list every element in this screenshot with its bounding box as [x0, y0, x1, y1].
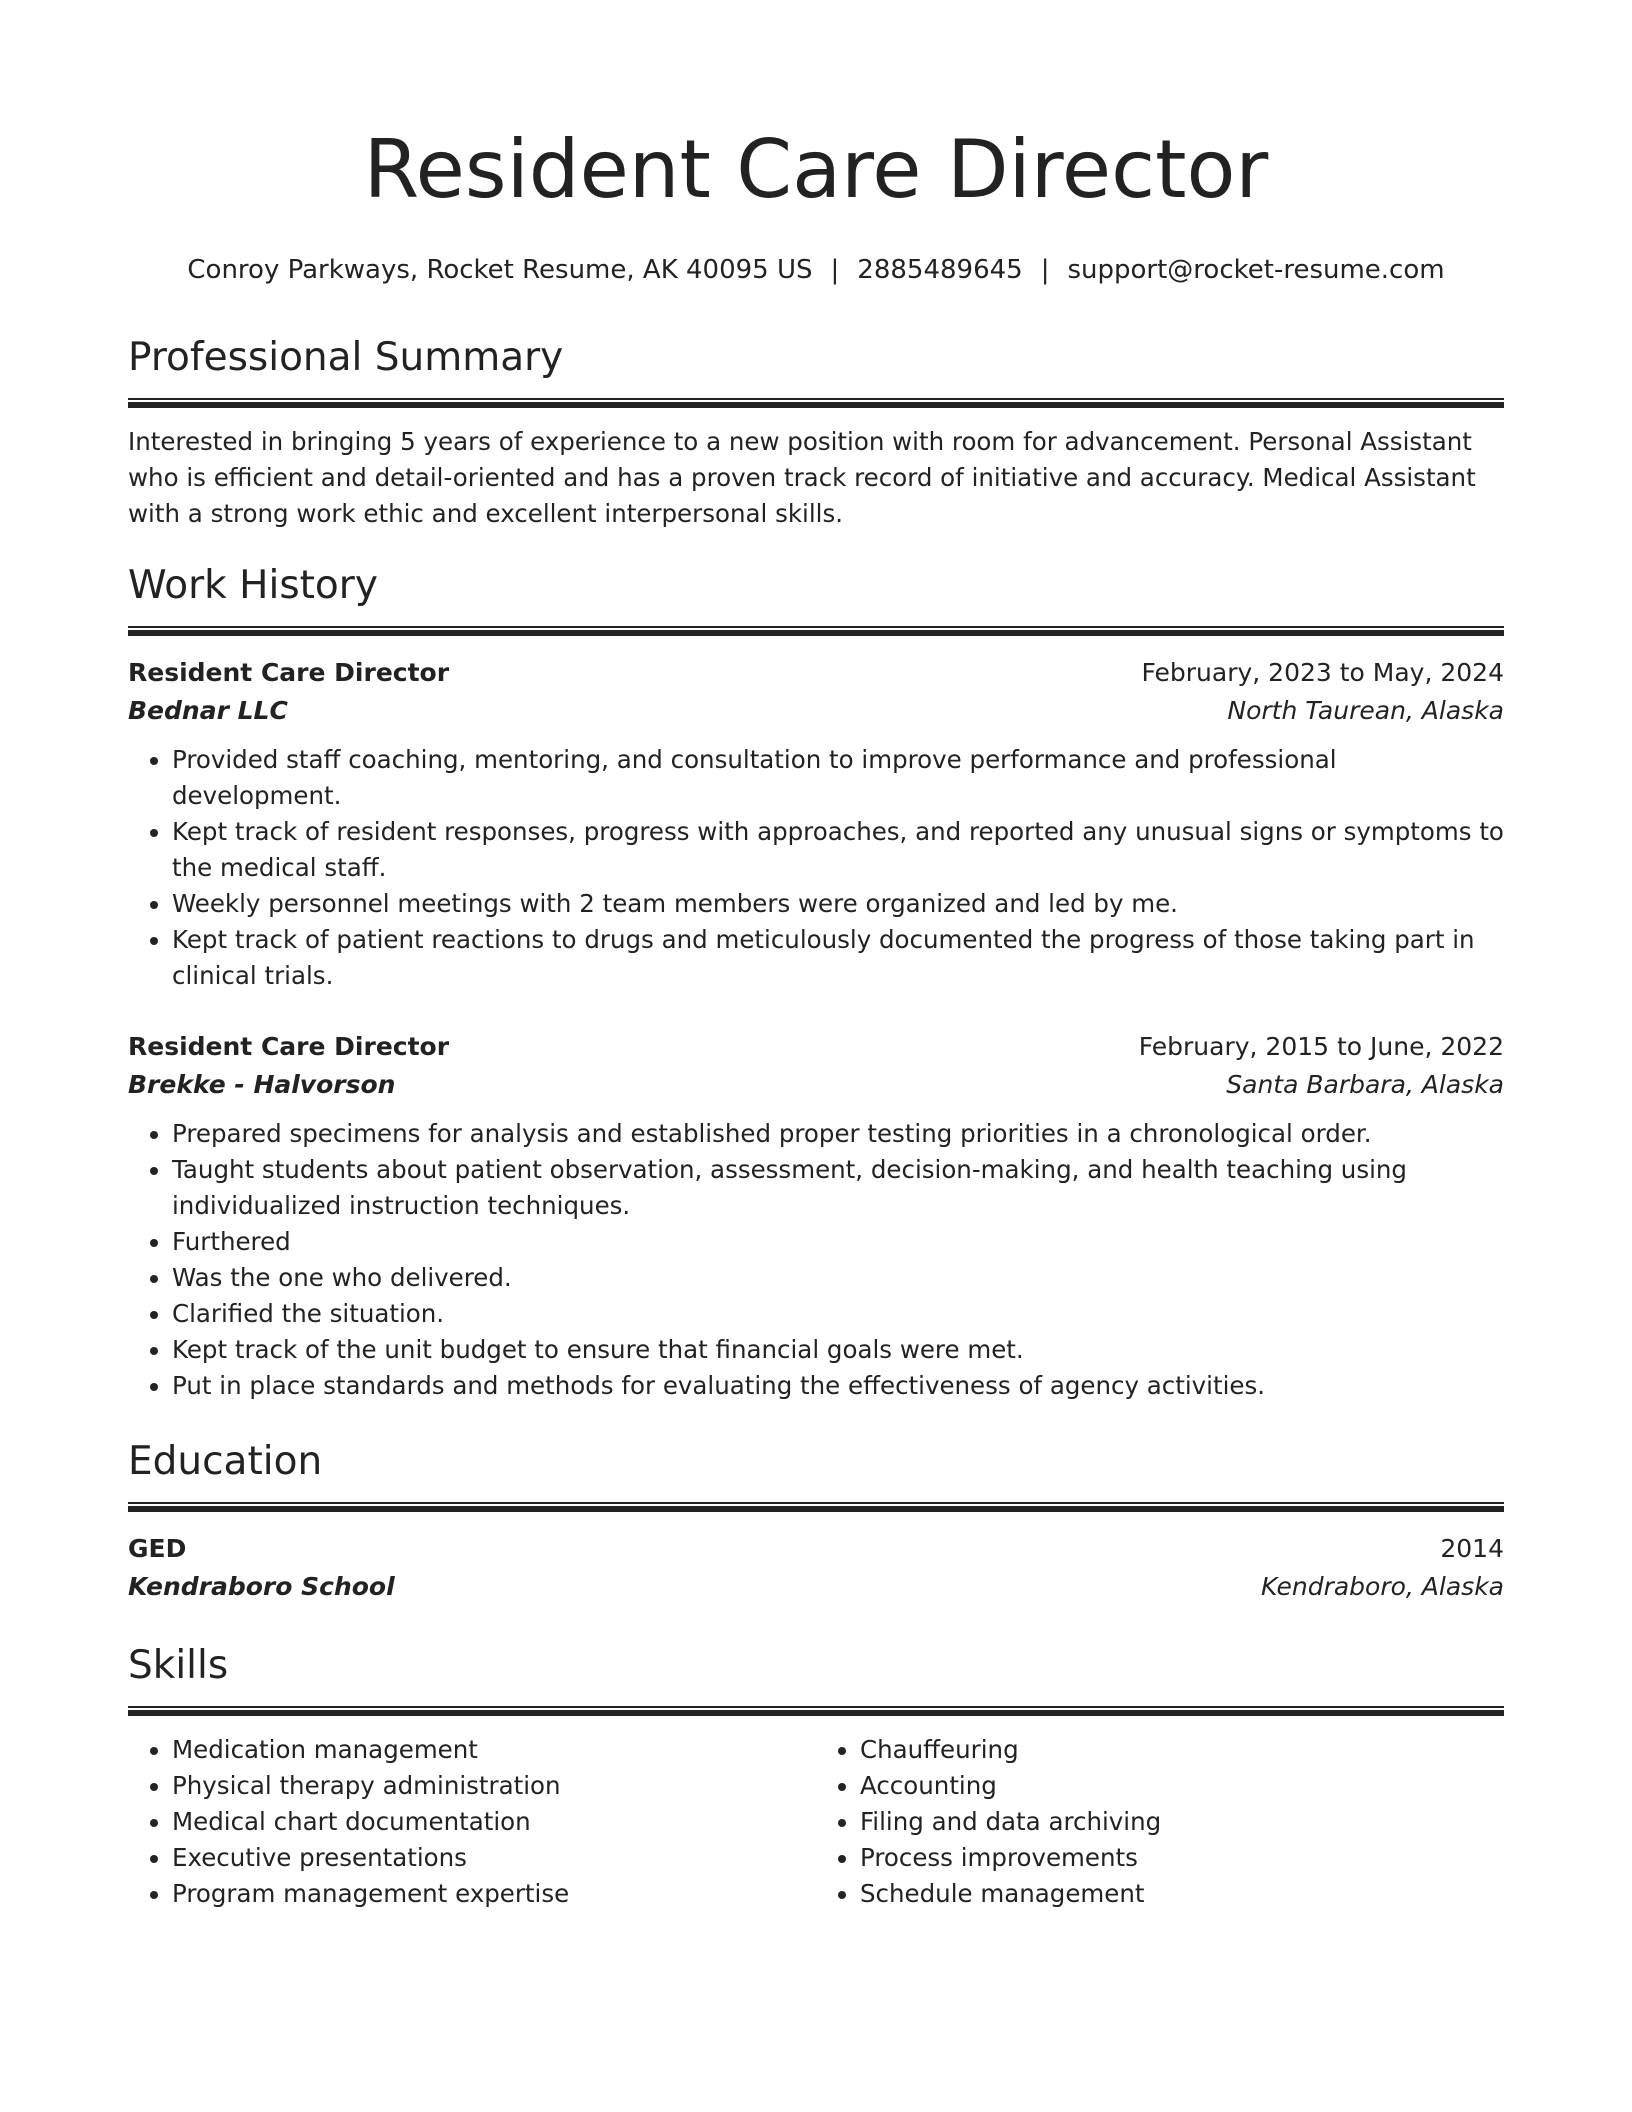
list-item: • Prepared specimens for analysis and established proper testing priorities in a chronological order. [172, 1116, 1504, 1152]
skills-grid [128, 1732, 1504, 1912]
skill-item: • Medical chart documentation [172, 1804, 816, 1840]
professional-summary-section [128, 332, 1504, 532]
job-dates: February, 2023 to May, 2024 [1141, 658, 1504, 687]
list-item: • Weekly personnel meetings with 2 team members were organized and led by me. [172, 886, 1504, 922]
list-item: • Kept track of the unit budget to ensure that financial goals were met. [172, 1332, 1504, 1368]
skill-item: • Filing and data archiving [860, 1804, 1504, 1840]
job-employer: Bednar LLC [128, 696, 288, 725]
section-divider [128, 398, 1504, 408]
resume-name: Resident Care Director [363, 123, 1269, 216]
section-title-skills: Skills [128, 1643, 229, 1688]
section-title-summary: Professional Summary [128, 335, 564, 380]
contact-email: support@rocket-resume.com [1067, 255, 1445, 285]
list-item: • Furthered [172, 1224, 1504, 1260]
skill-item: • Process improvements [860, 1840, 1504, 1876]
skill-item: • Program management expertise [172, 1876, 816, 1912]
skills-column-right [816, 1732, 1504, 1912]
list-item: • Was the one who delivered. [172, 1260, 1504, 1296]
contact-separator: | [1040, 255, 1050, 285]
job-title: Resident Care Director [128, 658, 450, 687]
contact-separator: | [830, 255, 840, 285]
list-item: • Kept track of patient reactions to drugs and meticulously documented the progress of those taking part in clinical trials. [172, 922, 1504, 994]
job-entry [128, 654, 1504, 994]
job-location: Santa Barbara, Alaska [1226, 1070, 1504, 1099]
section-title-education: Education [128, 1439, 323, 1484]
contact-phone: 2885489645 [857, 255, 1023, 285]
contact-address: Conroy Parkways, Rocket Resume, AK 40095 US [187, 255, 813, 285]
work-history-section [128, 560, 1504, 1404]
skill-item: • Accounting [860, 1768, 1504, 1804]
education-entry [128, 1530, 1504, 1606]
job-employer: Brekke - Halvorson [128, 1070, 396, 1099]
education-section [128, 1436, 1504, 1606]
list-item: • Kept track of resident responses, progress with approaches, and reported any unusual signs or symptoms to the medical staff. [172, 814, 1504, 886]
section-divider [128, 1706, 1504, 1716]
education-year: 2014 [1440, 1534, 1504, 1563]
skill-item: • Executive presentations [172, 1840, 816, 1876]
list-item: • Put in place standards and methods for evaluating the effectiveness of agency activities. [172, 1368, 1504, 1404]
skills-section [128, 1640, 1504, 1912]
section-divider [128, 1502, 1504, 1512]
skills-column-left [128, 1732, 816, 1912]
list-item: • Provided staff coaching, mentoring, and consultation to improve performance and professional development. [172, 742, 1504, 814]
job-bullets [128, 742, 1504, 994]
section-divider [128, 626, 1504, 636]
list-item: • Taught students about patient observation, assessment, decision-making, and health teaching using individualized instruction techniques. [172, 1152, 1504, 1224]
job-location: North Taurean, Alaska [1227, 696, 1504, 725]
skill-item: • Schedule management [860, 1876, 1504, 1912]
contact-line [128, 252, 1504, 288]
skill-item: • Chauffeuring [860, 1732, 1504, 1768]
education-location: Kendraboro, Alaska [1260, 1572, 1504, 1601]
list-item: • Clarified the situation. [172, 1296, 1504, 1332]
education-school: Kendraboro School [128, 1572, 395, 1601]
job-title: Resident Care Director [128, 1032, 450, 1061]
education-degree: GED [128, 1534, 187, 1563]
skill-item: • Medication management [172, 1732, 816, 1768]
summary-text: Interested in bringing 5 years of experience to a new position with room for advancement. Personal Assistant who is efficient and detail-oriented and has a proven track record of initiative and accuracy. Medical Assistant with a strong work ethic and excellent interpersonal skills. [128, 427, 1476, 528]
section-title-work: Work History [128, 563, 378, 608]
job-dates: February, 2015 to June, 2022 [1138, 1032, 1504, 1061]
job-entry [128, 1028, 1504, 1404]
skill-item: • Physical therapy administration [172, 1768, 816, 1804]
job-bullets [128, 1116, 1504, 1404]
